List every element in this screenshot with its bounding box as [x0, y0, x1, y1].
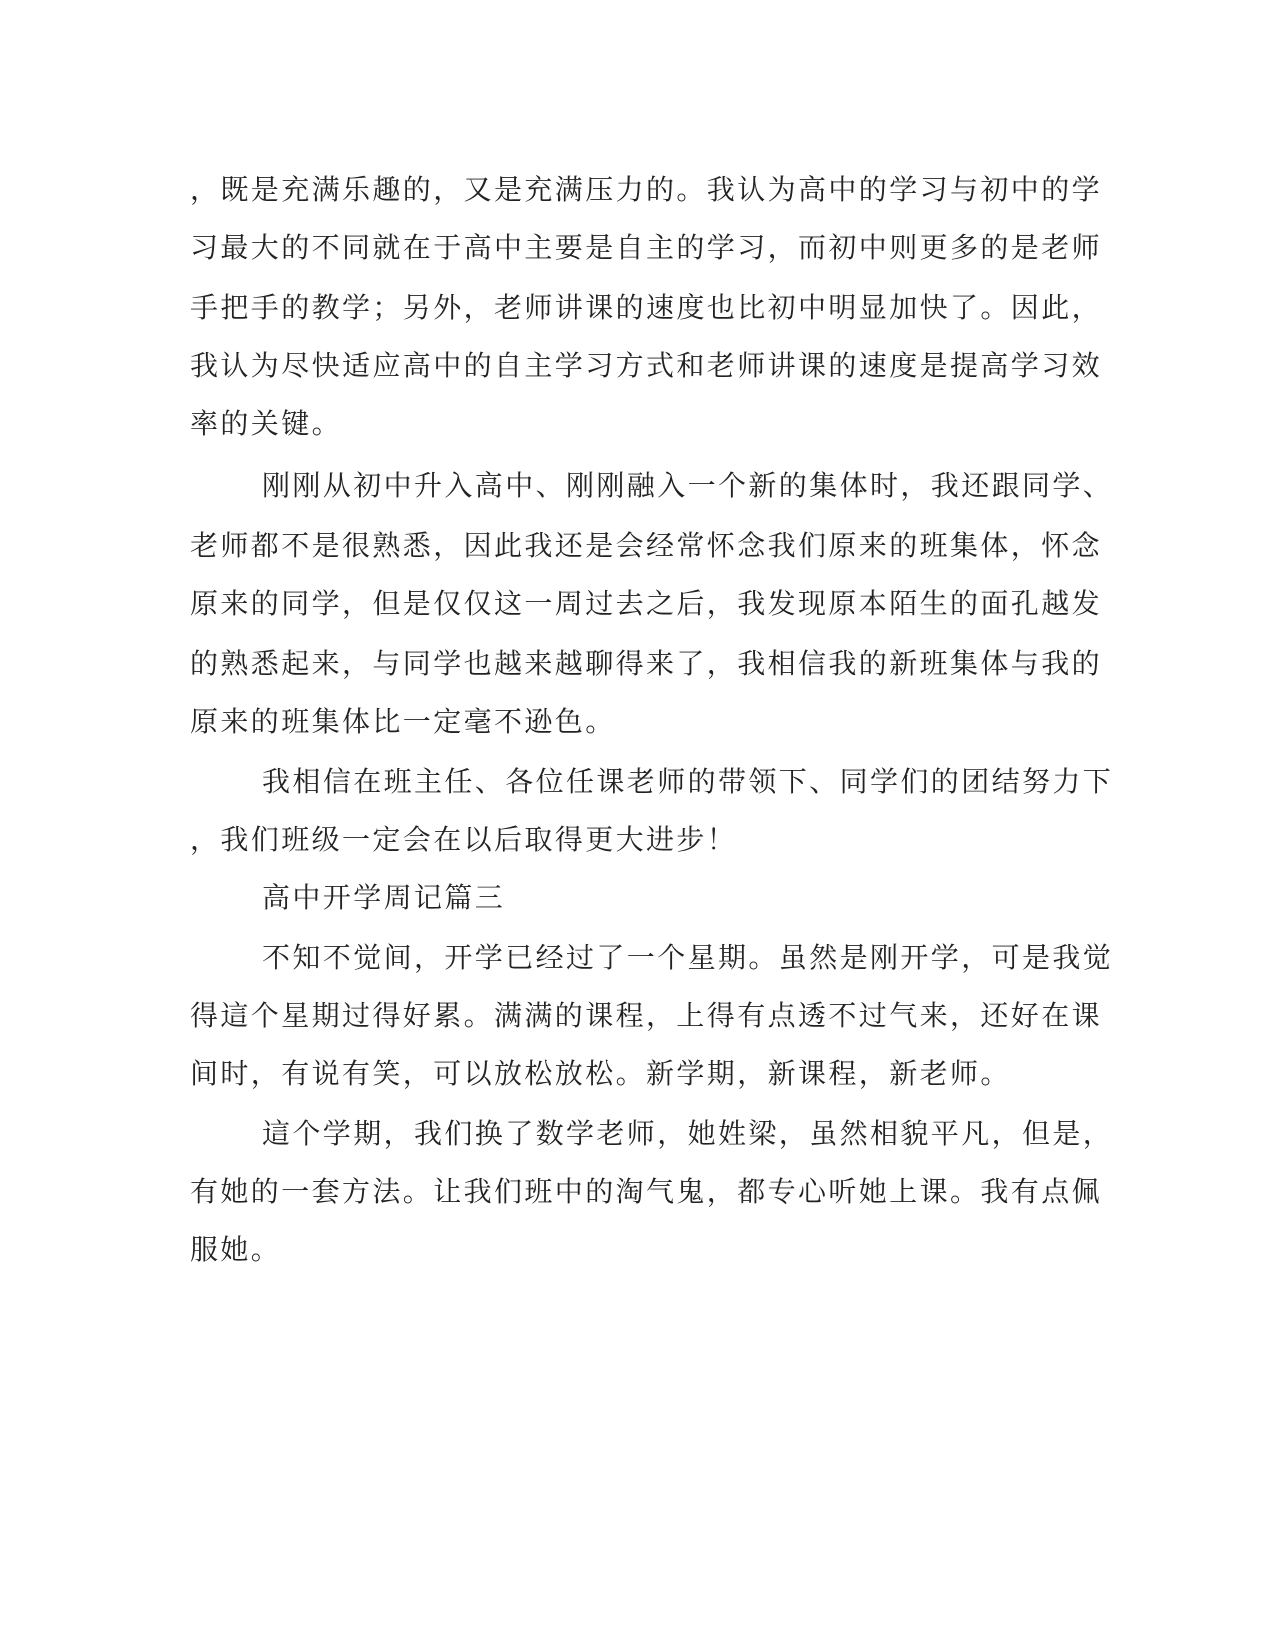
paragraph-line: 我相信在班主任、各位任课老师的带领下、同学们的团结努力下	[262, 765, 1114, 798]
paragraph-line: 刚刚从初中升入高中、刚刚融入一个新的集体时，我还跟同学、	[262, 469, 1114, 502]
paragraph-line: 這个学期，我们换了数学老师，她姓梁，虽然相貌平凡，但是，	[262, 1117, 1114, 1150]
paragraph-line: ，我们班级一定会在以后取得更大进步！	[190, 823, 738, 856]
paragraph-line: 手把手的教学；另外，老师讲课的速度也比初中明显加快了。因此，	[190, 291, 1103, 324]
paragraph-line: 得這个星期过得好累。满满的课程，上得有点透不过气来，还好在课	[190, 999, 1103, 1032]
paragraph-line: 间时，有说有笑，可以放松放松。新学期，新课程，新老师。	[190, 1057, 1011, 1090]
paragraph-line: 不知不觉间，开学已经过了一个星期。虽然是刚开学，可是我觉	[262, 941, 1114, 974]
paragraph-line: 老师都不是很熟悉，因此我还是会经常怀念我们原来的班集体，怀念	[190, 529, 1103, 562]
section-heading: 高中开学周记篇三	[262, 881, 506, 914]
paragraph-line: 我认为尽快适应高中的自主学习方式和老师讲课的速度是提高学习效	[190, 349, 1103, 382]
paragraph-line: 服她。	[190, 1233, 282, 1266]
paragraph-line: ，既是充满乐趣的，又是充满压力的。我认为高中的学习与初中的学	[190, 173, 1103, 206]
paragraph-line: 原来的班集体比一定毫不逊色。	[190, 705, 616, 738]
paragraph-line: 的熟悉起来，与同学也越来越聊得来了，我相信我的新班集体与我的	[190, 647, 1103, 680]
paragraph-line: 有她的一套方法。让我们班中的淘气鬼，都专心听她上课。我有点佩	[190, 1175, 1103, 1208]
paragraph-line: 率的关键。	[190, 407, 343, 440]
paragraph-line: 习最大的不同就在于高中主要是自主的学习，而初中则更多的是老师	[190, 231, 1103, 264]
paragraph-line: 原来的同学，但是仅仅这一周过去之后，我发现原本陌生的面孔越发	[190, 587, 1103, 620]
